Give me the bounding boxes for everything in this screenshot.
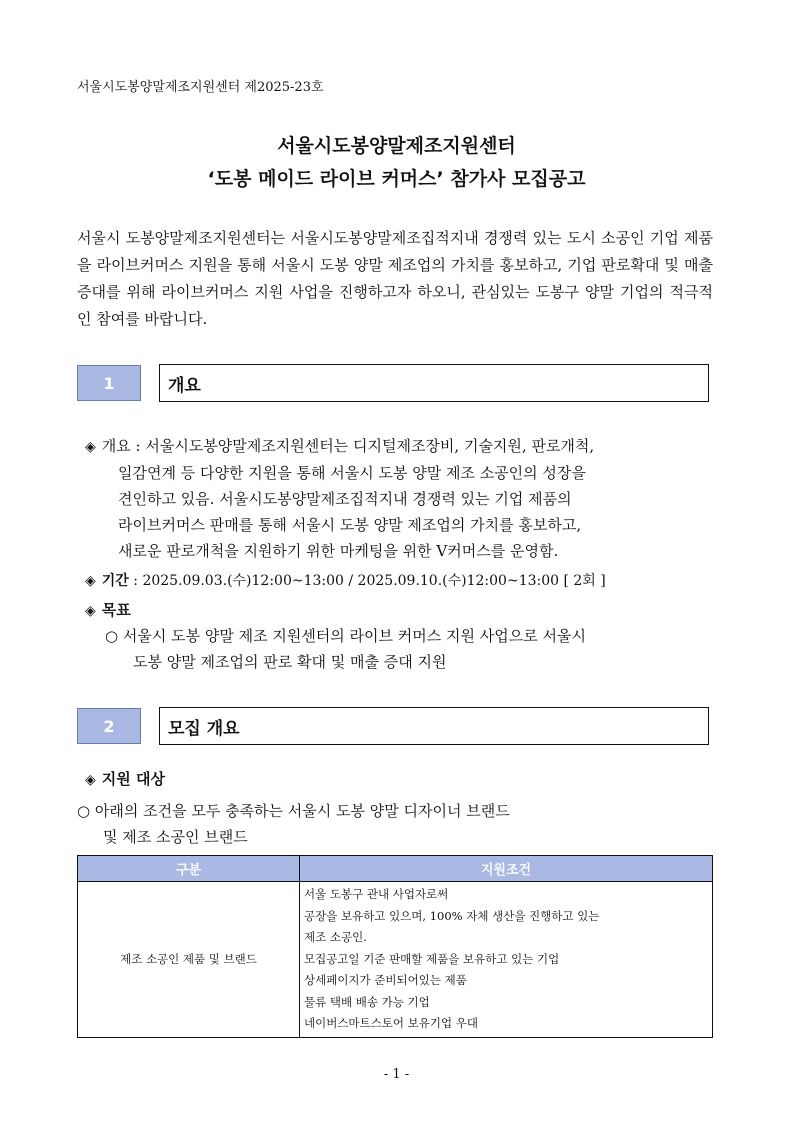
goal-line: ○ 서울시 도봉 양말 제조 지원센터의 라이브 커머스 지원 사업으로 서울시 <box>105 627 586 645</box>
period-line <box>85 568 606 594</box>
condition-item: 공장을 보유하고 있으며, 100% 자체 생산을 진행하고 있는 <box>304 908 600 923</box>
table-header: 구분 <box>78 856 300 882</box>
page-subtitle: ‘도봉 메이드 라이브 커머스’ 참가사 모집공고 <box>207 168 586 190</box>
overview-line: ◈ 개요 : 서울시도봉양말제조지원센터는 디지털제조장비, 기술지원, 판로개척, <box>85 437 595 455</box>
section-2-number: 2 <box>77 708 141 744</box>
condition-item: 제조 소공인. <box>304 930 367 944</box>
condition-item: 서울 도봉구 관내 사업자로써 <box>304 887 449 901</box>
intro-paragraph: 서울시 도봉양말제조지원센터는 서울시도봉양말제조집적지내 경쟁력 있는 도시 소공인 기업 제품을 라이브커머스 지원을 통해 서울시 도봉 양말 제조업의 가치를 홍보하고, 기업 판로확대 및 매출증대를 위해 라이브커머스 지원 사업을 진행하고자 하오니, 관심있는 도봉구 양말 기업의 적극적인 참여를 바랍니다. <box>77 229 713 328</box>
document-number: 서울시도봉양말제조지원센터 제2025-23호 <box>77 80 324 95</box>
period-label: 기간 <box>101 573 129 589</box>
condition-item: 물류 택배 배송 가능 기업 <box>304 994 430 1009</box>
page-number: - 1 - <box>383 1067 410 1082</box>
overview-line: 견인하고 있음. 서울시도봉양말제조집적지내 경쟁력 있는 기업 제품의 <box>118 490 572 508</box>
goal-heading: ◈ 목표 <box>85 601 131 619</box>
goal-block <box>105 623 715 675</box>
table-row <box>78 882 713 1038</box>
target-block <box>77 798 713 850</box>
overview-line: 새로운 판로개척을 지원하기 위한 마케팅을 위한 V커머스를 운영함. <box>118 542 559 560</box>
period-value: : 2025.09.03.(수)12:00~13:00 / 2025.09.10.(수)12:00~13:00 [ 2회 ] <box>133 573 606 589</box>
category-cell: 제조 소공인 제품 및 브랜드 <box>78 882 300 1038</box>
diamond-bullet-icon: ◈ <box>85 772 96 788</box>
overview-line: 라이브커머스 판매를 통해 서울시 도봉 양말 제조업의 가치를 홍보하고, <box>118 516 582 534</box>
condition-item: 상세페이지가 준비되어있는 제품 <box>304 973 467 987</box>
diamond-bullet-icon: ◈ <box>85 573 96 589</box>
table-header-row <box>78 856 713 882</box>
target-line: ○ 아래의 조건을 모두 충족하는 서울시 도봉 양말 디자이너 브랜드 <box>77 802 510 820</box>
conditions-cell <box>300 882 713 1038</box>
condition-item: 네이버스마트스토어 보유기업 우대 <box>304 1016 478 1030</box>
section-1-number: 1 <box>77 365 141 401</box>
diamond-bullet-icon: ◈ <box>85 603 96 619</box>
target-line: 및 제조 소공인 브랜드 <box>103 828 248 846</box>
table-header: 지원조건 <box>300 856 713 882</box>
page-title: 서울시도봉양말제조지원센터 <box>277 135 516 157</box>
goal-line: 도봉 양말 제조업의 판로 확대 및 매출 증대 지원 <box>133 653 447 671</box>
diamond-bullet-icon: ◈ <box>85 439 96 455</box>
overview-block <box>85 433 715 564</box>
condition-item: 모집공고일 기준 판매할 제품을 보유하고 있는 기업 <box>304 951 560 966</box>
section-1-title: 개요 <box>159 364 709 402</box>
target-heading: ◈ 지원 대상 <box>85 770 165 788</box>
conditions-table <box>77 855 713 1038</box>
section-2-title: 모집 개요 <box>159 707 709 745</box>
overview-line: 일감연계 등 다양한 지원을 통해 서울시 도봉 양말 제조 소공인의 성장을 <box>118 464 586 482</box>
